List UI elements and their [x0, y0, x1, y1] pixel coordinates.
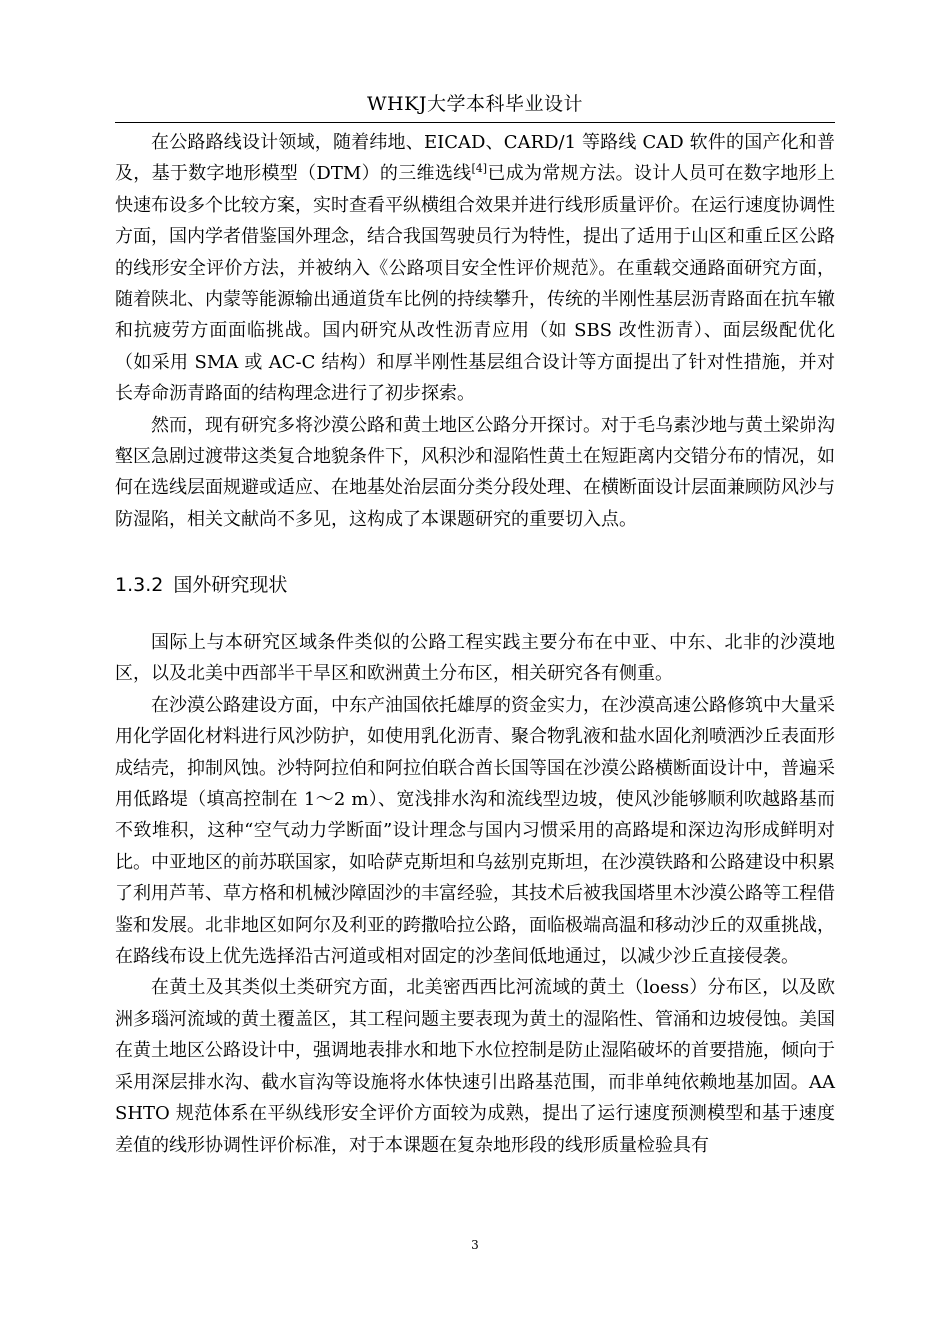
paragraph-loess-research: 在黄土及其类似土类研究方面，北美密西西比河流域的黄土（loess）分布区，以及欧洲多瑙河流域的黄土覆盖区，其工程问题主要表现为黄土的湿陷性、管涌和边坡侵蚀。美国在黄土地区公路设计中，强调地表排水和地下水位控制是防止湿陷破坏的首要措施，倾向于采用深层排水沟、截水盲沟等设施将水体快速引出路基范围，而非单纯依赖地基加固。AASHTO 规范体系在平纵线形安全评价方面较为成熟，提出了运行速度预测模型和基于速度差值的线形协调性评价标准，对于本课题在复杂地形段的线形质量检验具有 [115, 977, 835, 1156]
section-heading-foreign-research [115, 570, 287, 600]
paragraph-foreign-overview: 国际上与本研究区域条件类似的公路工程实践主要分布在中亚、中东、北非的沙漠地区，以及北美中西部半干旱区和欧洲黄土分布区，相关研究各有侧重。 [115, 632, 835, 685]
section-domestic-continued [115, 127, 835, 535]
paragraph-domestic-route-design [115, 127, 835, 410]
section-title: 国外研究现状 [173, 574, 288, 596]
citation-reference: [4] [471, 162, 488, 176]
section-foreign-body [115, 627, 835, 1161]
header-divider [115, 122, 835, 123]
paragraph-research-gap: 然而，现有研究多将沙漠公路和黄土地区公路分开探讨。对于毛乌素沙地与黄土梁峁沟壑区急剧过渡带这类复合地貌条件下，风积沙和湿陷性黄土在短距离内交错分布的情况，如何在选线层面规避或适应、在地基处治层面分类分段处理、在横断面设计层面兼顾防风沙与防湿陷，相关文献尚不多见，这构成了本课题研究的重要切入点。 [115, 414, 835, 530]
paragraph-text-part2: 已成为常规方法。设计人员可在数字地形上快速布设多个比较方案，实时查看平纵横组合效果并进行线形质量评价。在运行速度协调性方面，国内学者借鉴国外理念，结合我国驾驶员行为特性，提出了适用于山区和重丘区公路的线形安全评价方法，并被纳入《公路项目安全性评价规范》。在重载交通路面研究方面，随着陕北、内蒙等能源输出通道货车比例的持续攀升，传统的半刚性基层沥青路面在抗车辙和抗疲劳方面面临挑战。国内研究从改性沥青应用（如 SBS 改性沥青）、面层级配优化（如采用 SMA 或 AC-C 结构）和厚半刚性基层组合设计等方面提出了针对性措施，并对长寿命沥青路面的结构理念进行了初步探索。 [115, 163, 835, 405]
paragraph-desert-highways: 在沙漠公路建设方面，中东产油国依托雄厚的资金实力，在沙漠高速公路修筑中大量采用化学固化材料进行风沙防护，如使用乳化沥青、聚合物乳液和盐水固化剂喷洒沙丘表面形成结壳，抑制风蚀。沙特阿拉伯和阿拉伯联合酋长国等国在沙漠公路横断面设计中，普遍采用低路堤（填高控制在 1～2 m）、宽浅排水沟和流线型边坡，使风沙能够顺利吹越路基而不致堆积，这种“空气动力学断面”设计理念与国内习惯采用的高路堤和深边沟形成鲜明对比。中亚地区的前苏联国家，如哈萨克斯坦和乌兹别克斯坦，在沙漠铁路和公路建设中积累了利用芦苇、草方格和机械沙障固沙的丰富经验，其技术后被我国塔里木沙漠公路等工程借鉴和发展。北非地区如阿尔及利亚的跨撒哈拉公路，面临极端高温和移动沙丘的双重挑战，在路线布设上优先选择沿古河道或相对固定的沙垄间低地通过，以减少沙丘直接侵袭。 [115, 694, 835, 968]
section-number: 1.3.2 [115, 574, 164, 596]
paragraph-text-part1: 在公路路线设计领域，随着纬地、EICAD、CARD/1 等路线 CAD 软件的国产化和普及，基于数字地形模型（DTM）的三维选线 [115, 132, 835, 185]
page-header-title: WHKJ大学本科毕业设计 [367, 93, 583, 115]
page-number: 3 [471, 1238, 479, 1252]
